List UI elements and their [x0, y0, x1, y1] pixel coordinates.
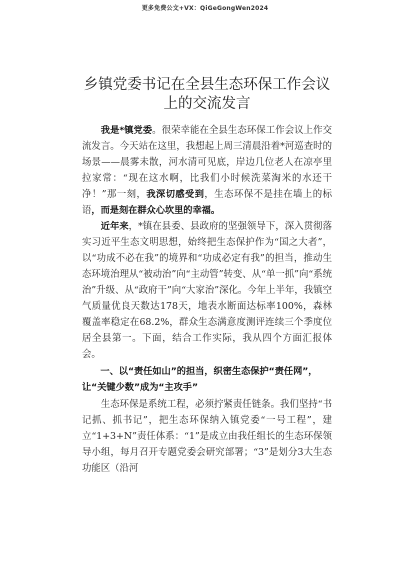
section-1-paragraph: 生态环保是系统工程，必须拧紧责任链条。我们坚持“书记抓、抓书记”，把生态环保纳入镇党委“一号工程”，建立“1+3+N”责任体系：“1”是成立由我任组长的生态环保领导小组，每月召开专题党委会研究部署；“3”是划分3大生态功能区（沿河 — [82, 399, 332, 474]
intro-text-slogan: 标语 — [82, 189, 333, 216]
intro-text: 。很荣幸能在全县生态环保工作会议上作交流发言。今天站在这里，我想起上周三清晨沿着*河巡查时的场景——晨雾未散，河水清可见底，岸边几位老人在凉亭里拉家常：“现在这水啊，比我们小时候洗菜淘米的水还干净！”那一刻， — [82, 125, 332, 200]
intro-emphasis-happiness: ，而是刻在群众心坎里的幸福。 — [91, 205, 221, 216]
intro-text-2: ，生态环保不是挂在墙上的 — [204, 189, 323, 200]
speaker-intro: 我是*镇党委 — [100, 125, 153, 136]
intro-emphasis-feel: 我深切感受到 — [146, 189, 205, 200]
intro-paragraph — [82, 123, 332, 219]
document-title: 乡镇党委书记在全县生态环保工作会议上的交流发言 — [83, 77, 331, 112]
document-body — [82, 76, 332, 477]
watermark-header: 更多免费公文+VX：QiGeGongWen2024 — [141, 5, 269, 12]
overview-lead: 近年来 — [100, 221, 129, 232]
section-1-heading: 一、以“责任如山”的担当，织密生态保护“责任网”，让“关键少数”成为“主攻手” — [82, 366, 318, 393]
overview-paragraph — [82, 219, 332, 363]
overview-text: ，*镇在县委、县政府的坚强领导下，深入贯彻落实习近平生态文明思想，始终把生态保护作为“国之大者”，以“功成不必在我”的境界和“功成必定有我”的担当，推动生态环境治理从“被动治”向“主动管”转变、从“单一抓”向“系统治”升级、从“政府干”向“大家治”深化。今年上半年，我镇空气质量优良天数达178天，地表水断面达标率100%，森林覆盖率稳定在68.2%，群众生态满意度测评连续三个季度位居全县第一。下面，结合工作实际，我从四个方面汇报体会。 — [82, 221, 332, 360]
